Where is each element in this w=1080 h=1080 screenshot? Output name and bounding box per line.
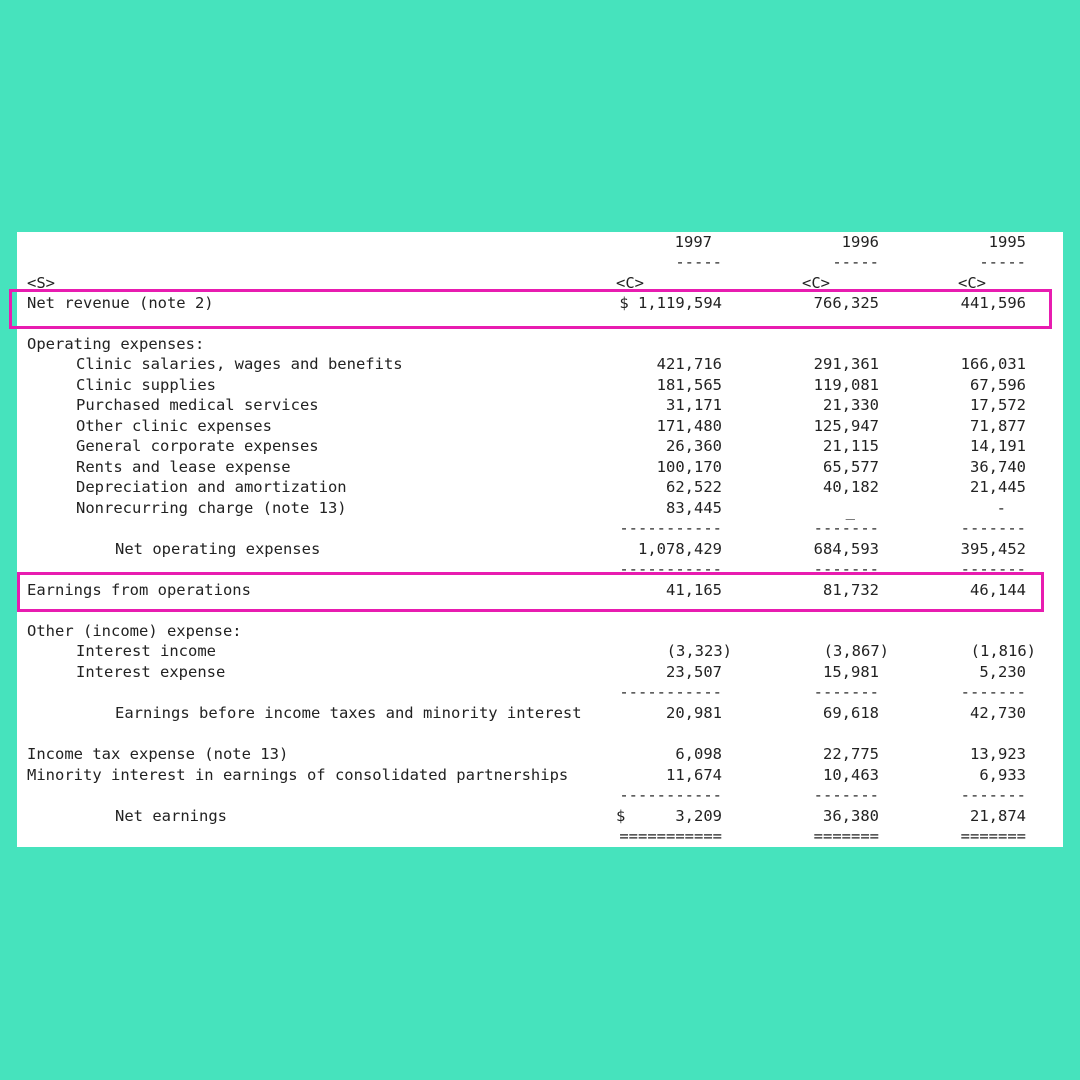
rule-minority-1997: ----------- — [619, 786, 722, 804]
clinic-salaries-1996: 291,361 — [813, 355, 879, 373]
income-tax-1995: 13,923 — [970, 745, 1026, 763]
rents-lease-1996: 65,577 — [823, 458, 879, 476]
net-earnings-1995: 21,874 — [970, 807, 1026, 825]
interest-income-1995: (1,816) — [970, 642, 1036, 660]
ebt-label: Earnings before income taxes and minority interest — [115, 704, 582, 722]
other-clinic-1996: 125,947 — [813, 417, 879, 435]
minority-interest-1997: 11,674 — [666, 766, 722, 784]
general-corporate-1996: 21,115 — [823, 437, 879, 455]
clinic-salaries-label: Clinic salaries, wages and benefits — [76, 355, 403, 373]
s-tag: <S> — [27, 274, 55, 292]
interest-expense-1996: 15,981 — [823, 663, 879, 681]
depreciation-1997: 62,522 — [666, 478, 722, 496]
c-tag-1995: <C> — [958, 274, 986, 292]
net-revenue-label: Net revenue (note 2) — [27, 294, 214, 312]
rule-op-exp-1995: ------- — [960, 519, 1026, 537]
interest-expense-1997: 23,507 — [666, 663, 722, 681]
earnings-ops-label: Earnings from operations — [27, 581, 251, 599]
net-earnings-dollar: $ — [616, 807, 626, 825]
general-corporate-1997: 26,360 — [666, 437, 722, 455]
income-tax-label: Income tax expense (note 13) — [27, 745, 289, 763]
clinic-supplies-1995: 67,596 — [970, 376, 1026, 394]
rule-interest-1997: ----------- — [619, 683, 722, 701]
nonrecurring-1995: - — [996, 499, 1006, 517]
purchased-medical-1996: 21,330 — [823, 396, 879, 414]
ebt-1996: 69,618 — [823, 704, 879, 722]
earnings-ops-1996: 81,732 — [823, 581, 879, 599]
other-income-expense-heading: Other (income) expense: — [27, 622, 242, 640]
operating-expenses-heading: Operating expenses: — [27, 335, 205, 353]
earnings-ops-1995: 46,144 — [970, 581, 1026, 599]
clinic-supplies-1996: 119,081 — [813, 376, 879, 394]
rule-final-1996: ======= — [813, 827, 879, 845]
clinic-salaries-1997: 421,716 — [656, 355, 722, 373]
clinic-supplies-1997: 181,565 — [656, 376, 722, 394]
depreciation-label: Depreciation and amortization — [76, 478, 347, 496]
rule-net-op-1997: ----------- — [619, 560, 722, 578]
purchased-medical-1997: 31,171 — [666, 396, 722, 414]
depreciation-1995: 21,445 — [970, 478, 1026, 496]
clinic-supplies-label: Clinic supplies — [76, 376, 216, 394]
net-revenue-1997: $ 1,119,594 — [619, 294, 722, 312]
rents-lease-1997: 100,170 — [656, 458, 722, 476]
c-tag-1996: <C> — [802, 274, 830, 292]
net-earnings-1997: 3,209 — [675, 807, 722, 825]
net-operating-label: Net operating expenses — [115, 540, 321, 558]
rule-final-1995: ======= — [960, 827, 1026, 845]
income-tax-1997: 6,098 — [675, 745, 722, 763]
income-tax-1996: 22,775 — [823, 745, 879, 763]
other-clinic-1995: 71,877 — [970, 417, 1026, 435]
rule-final-1997: =========== — [619, 827, 722, 845]
ebt-1995: 42,730 — [970, 704, 1026, 722]
net-revenue-1996: 766,325 — [813, 294, 879, 312]
general-corporate-label: General corporate expenses — [76, 437, 319, 455]
interest-income-label: Interest income — [76, 642, 216, 660]
year-1996-rule: ----- — [832, 253, 879, 271]
net-operating-1995: 395,452 — [960, 540, 1026, 558]
purchased-medical-label: Purchased medical services — [76, 396, 319, 414]
net-earnings-label: Net earnings — [115, 807, 227, 825]
rents-lease-label: Rents and lease expense — [76, 458, 291, 476]
purchased-medical-1995: 17,572 — [970, 396, 1026, 414]
ebt-1997: 20,981 — [666, 704, 722, 722]
rents-lease-1995: 36,740 — [970, 458, 1026, 476]
rule-op-exp-1997: ----------- — [619, 519, 722, 537]
interest-expense-label: Interest expense — [76, 663, 226, 681]
rule-net-op-1996: ------- — [813, 560, 879, 578]
rule-minority-1996: ------- — [813, 786, 879, 804]
year-1996-header: 1996 — [841, 233, 879, 251]
year-1997-rule: ----- — [675, 253, 722, 271]
clinic-salaries-1995: 166,031 — [960, 355, 1026, 373]
year-1995-header: 1995 — [988, 233, 1026, 251]
other-clinic-1997: 171,480 — [656, 417, 722, 435]
c-tag-1997: <C> — [616, 274, 644, 292]
net-operating-1997: 1,078,429 — [638, 540, 722, 558]
statement-sheet — [17, 232, 1063, 847]
earnings-ops-1997: 41,165 — [666, 581, 722, 599]
rule-minority-1995: ------- — [960, 786, 1026, 804]
interest-income-1997: (3,323) — [666, 642, 732, 660]
nonrecurring-label: Nonrecurring charge (note 13) — [76, 499, 347, 517]
rule-interest-1995: ------- — [960, 683, 1026, 701]
depreciation-1996: 40,182 — [823, 478, 879, 496]
nonrecurring-1996: _ — [845, 502, 855, 520]
nonrecurring-1997: 83,445 — [666, 499, 722, 517]
net-revenue-1995: 441,596 — [960, 294, 1026, 312]
rule-op-exp-1996: ------- — [813, 519, 879, 537]
rule-net-op-1995: ------- — [960, 560, 1026, 578]
interest-income-1996: (3,867) — [823, 642, 889, 660]
net-operating-1996: 684,593 — [813, 540, 879, 558]
general-corporate-1995: 14,191 — [970, 437, 1026, 455]
other-clinic-label: Other clinic expenses — [76, 417, 272, 435]
interest-expense-1995: 5,230 — [979, 663, 1026, 681]
minority-interest-1995: 6,933 — [979, 766, 1026, 784]
rule-interest-1996: ------- — [813, 683, 879, 701]
year-1997-header: 1997 — [674, 233, 712, 251]
year-1995-rule: ----- — [979, 253, 1026, 271]
minority-interest-1996: 10,463 — [823, 766, 879, 784]
net-earnings-1996: 36,380 — [823, 807, 879, 825]
minority-interest-label: Minority interest in earnings of consolidated partnerships — [27, 766, 569, 784]
